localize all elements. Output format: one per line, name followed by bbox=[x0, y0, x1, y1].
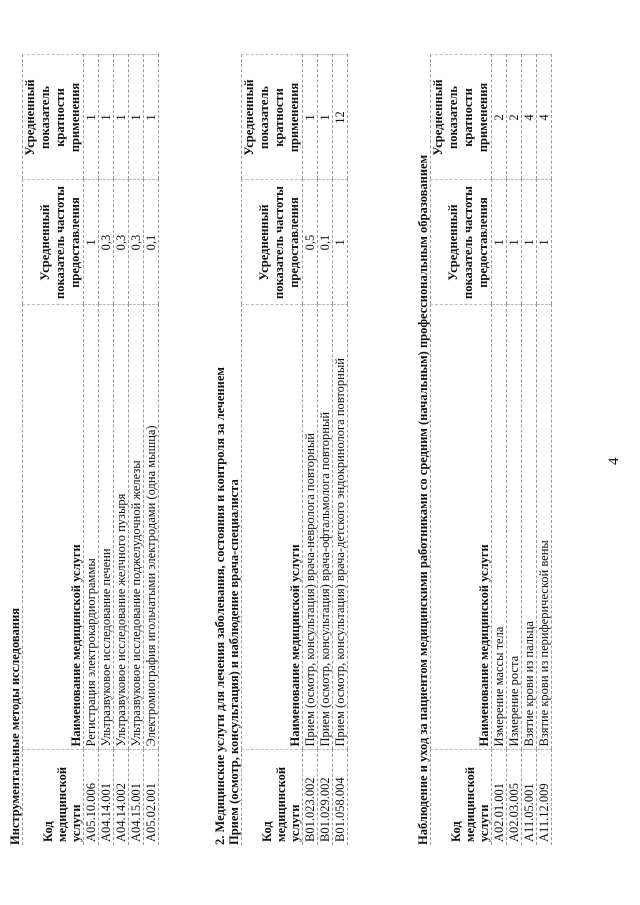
multiplicity-value: 4 bbox=[537, 55, 552, 180]
section-treatment bbox=[213, 55, 348, 845]
service-name: Измерение роста bbox=[507, 305, 522, 750]
column-header-code: Код медицинской услуги bbox=[242, 750, 303, 845]
service-code: A11.12.009 bbox=[537, 750, 552, 845]
table-row bbox=[522, 55, 537, 845]
frequency-value: 1 bbox=[333, 180, 348, 305]
frequency-value: 1 bbox=[507, 180, 522, 305]
table-row bbox=[537, 55, 552, 845]
table-row bbox=[84, 55, 99, 845]
service-name: Ультразвуковое исследование поджелудочной железы bbox=[129, 305, 144, 750]
multiplicity-value: 1 bbox=[129, 55, 144, 180]
section-instrumental bbox=[8, 55, 159, 845]
section-nursing bbox=[416, 55, 552, 845]
section-heading: Инструментальные методы исследования bbox=[8, 607, 22, 845]
service-name: Прием (осмотр, консультация) врача-офтальмолога повторный bbox=[318, 305, 333, 750]
table-row bbox=[129, 55, 144, 845]
service-code: A02.03.005 bbox=[507, 750, 522, 845]
service-code: B01.029.002 bbox=[318, 750, 333, 845]
service-name: Прием (осмотр, консультация) врача-детского эндокринолога повторный bbox=[333, 305, 348, 750]
service-name: Взятие крови из пальца bbox=[522, 305, 537, 750]
table-row bbox=[492, 55, 507, 845]
column-header-multiplicity: Усредненный показатель кратности применения bbox=[431, 55, 492, 180]
service-code: A04.14.001 bbox=[99, 750, 114, 845]
frequency-value: 0,1 bbox=[318, 180, 333, 305]
column-header-multiplicity: Усредненный показатель кратности применения bbox=[23, 55, 84, 180]
frequency-value: 1 bbox=[537, 180, 552, 305]
multiplicity-value: 2 bbox=[492, 55, 507, 180]
table-row bbox=[318, 55, 333, 845]
services-table bbox=[241, 55, 348, 846]
section-subheading: Прием (осмотр, консультация) и наблюдение врача-специалиста bbox=[227, 479, 241, 845]
multiplicity-value: 1 bbox=[84, 55, 99, 180]
frequency-value: 1 bbox=[522, 180, 537, 305]
frequency-value: 1 bbox=[84, 180, 99, 305]
service-code: A11.05.001 bbox=[522, 750, 537, 845]
multiplicity-value: 12 bbox=[333, 55, 348, 180]
frequency-value: 0,3 bbox=[129, 180, 144, 305]
service-name: Прием (осмотр, консультация) врача-невролога повторный bbox=[303, 305, 318, 750]
multiplicity-value: 1 bbox=[303, 55, 318, 180]
table-header-row bbox=[23, 55, 84, 845]
service-name: Ультразвуковое исследование желчного пузыря bbox=[114, 305, 129, 750]
table-row bbox=[114, 55, 129, 845]
section-heading: Наблюдение и уход за пациентом медицинскими работниками со средним (начальным) профессиональным образованием bbox=[416, 154, 430, 845]
column-header-code: Код медицинской услуги bbox=[431, 750, 492, 845]
column-header-frequency: Усредненный показатель частоты предоставления bbox=[242, 180, 303, 305]
frequency-value: 0,3 bbox=[99, 180, 114, 305]
multiplicity-value: 1 bbox=[114, 55, 129, 180]
service-code: A02.01.001 bbox=[492, 750, 507, 845]
table-row bbox=[507, 55, 522, 845]
table-header-row bbox=[242, 55, 303, 845]
service-code: B01.058.004 bbox=[333, 750, 348, 845]
column-header-frequency: Усредненный показатель частоты предоставления bbox=[431, 180, 492, 305]
column-header-frequency: Усредненный показатель частоты предоставления bbox=[23, 180, 84, 305]
multiplicity-value: 1 bbox=[318, 55, 333, 180]
column-header-name: Наименование медицинской услуги bbox=[23, 305, 84, 750]
multiplicity-value: 1 bbox=[144, 55, 159, 180]
service-name: Регистрация электрокардиограммы bbox=[84, 305, 99, 750]
service-code: A05.10.006 bbox=[84, 750, 99, 845]
column-header-name: Наименование медицинской услуги bbox=[431, 305, 492, 750]
section-heading: 2. Медицинские услуги для лечения заболевания, состояния и контроля за лечением bbox=[213, 367, 227, 845]
multiplicity-value: 1 bbox=[99, 55, 114, 180]
frequency-value: 0,3 bbox=[114, 180, 129, 305]
frequency-value: 1 bbox=[492, 180, 507, 305]
multiplicity-value: 4 bbox=[522, 55, 537, 180]
column-header-multiplicity: Усредненный показатель кратности применения bbox=[242, 55, 303, 180]
services-table bbox=[22, 55, 159, 846]
service-name: Электромиография игольчатыми электродами (одна мышца) bbox=[144, 305, 159, 750]
table-row bbox=[144, 55, 159, 845]
page-number: 4 bbox=[606, 457, 622, 465]
services-table bbox=[430, 55, 552, 846]
table-header-row bbox=[431, 55, 492, 845]
service-code: A04.14.002 bbox=[114, 750, 129, 845]
service-name: Ультразвуковое исследование печени bbox=[99, 305, 114, 750]
frequency-value: 0,5 bbox=[303, 180, 318, 305]
column-header-code: Код медицинской услуги bbox=[23, 750, 84, 845]
service-code: B01.023.002 bbox=[303, 750, 318, 845]
frequency-value: 0,1 bbox=[144, 180, 159, 305]
service-code: A04.15.001 bbox=[129, 750, 144, 845]
service-name: Измерение массы тела bbox=[492, 305, 507, 750]
multiplicity-value: 2 bbox=[507, 55, 522, 180]
column-header-name: Наименование медицинской услуги bbox=[242, 305, 303, 750]
service-name: Взятие крови из периферической вены bbox=[537, 305, 552, 750]
table-row bbox=[333, 55, 348, 845]
service-code: A05.02.001 bbox=[144, 750, 159, 845]
table-row bbox=[303, 55, 318, 845]
table-row bbox=[99, 55, 114, 845]
